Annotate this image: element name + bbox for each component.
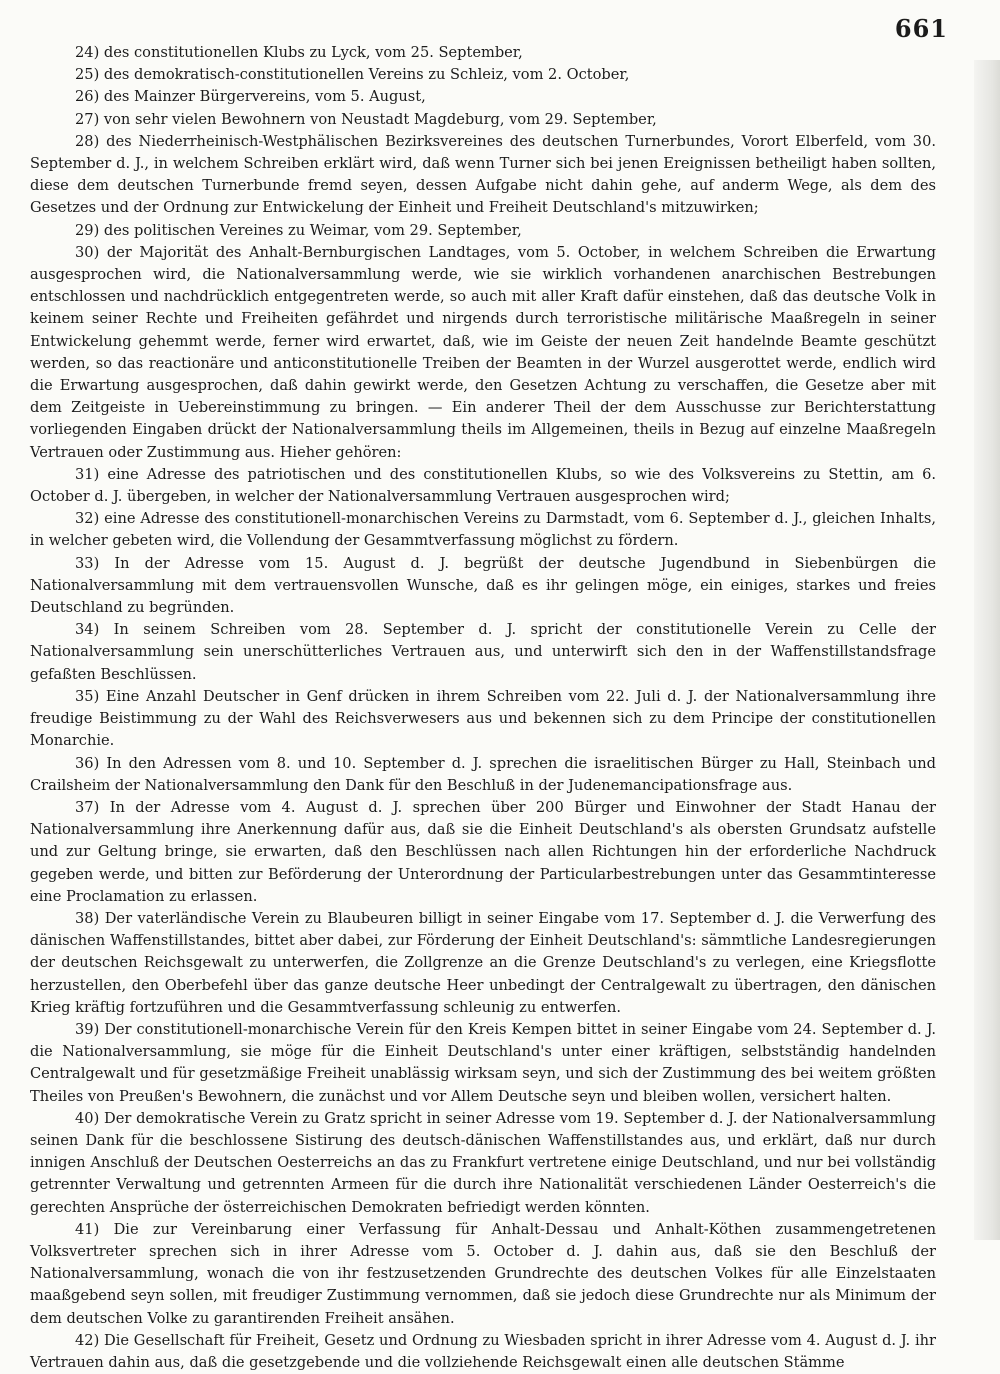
entry-33: 33) In der Adresse vom 15. August d. J. begrüßt der deutsche Jugendbund in Siebenbürgen die Nationalversammlung mit dem vertrauensvollen Wunsche, daß es ihr gelingen möge, ein einiges, starkes und freies Deutschland zu begründen. xyxy=(30,554,936,617)
entry-37: 37) In der Adresse vom 4. August d. J. sprechen über 200 Bürger und Einwohner der Stadt Hanau der Nationalversammlung ihre Anerkennung dafür aus, daß sie die Einheit Deutschland's als obersten Grundsatz aufstelle und zur Geltung bringe, sie erwarten, daß den Beschlüssen nach allen Richtungen hin der erforderliche Nachdruck gegeben werde, und bitten zur Beförderung der Unterordnung der Particularbestrebungen unter das Gesammtinteresse eine Proclamation zu erlassen. xyxy=(30,798,936,905)
entry-36: 36) In den Adressen vom 8. und 10. September d. J. sprechen die israelitischen Bürger zu Hall, Steinbach und Crailsheim der Nationalversammlung den Dank für den Beschluß in der Judenemancipationsfrage aus. xyxy=(30,754,936,794)
entry-40: 40) Der demokratische Verein zu Gratz spricht in seiner Adresse vom 19. September d. J. der Nationalversammlung seinen Dank für die beschlossene Sistirung des deutsch-dänischen Waffenstillstandes aus, und erklärt, daß nur durch innigen Anschluß der Deutschen Oesterreichs an das zu Frankfurt vertretene einige Deutschland, und nur bei vollständig getrennter Verwaltung und getrennten Armeen für die durch ihre Nationalität verschiedenen Länder Oesterreich's die gerechten Ansprüche der österreichischen Demokraten befriedigt werden könnten. xyxy=(30,1109,936,1216)
entry-27: 27) von sehr vielen Bewohnern von Neustadt Magdeburg, vom 29. September, xyxy=(75,110,657,128)
entry-41: 41) Die zur Vereinbarung einer Verfassung für Anhalt-Dessau und Anhalt-Köthen zusammengetretenen Volksvertreter sprechen sich in ihrer Adresse vom 5. October d. J. dahin aus, daß sie den Beschluß der Nationalversammlung, wonach die von ihr festzusetzenden Grundrechte des deutschen Volkes für alle Einzelstaaten maaßgebend seyn sollen, mit freudiger Zustimmung vernommen, daß sie jedoch diese Grundrechte nur als Minimum der dem deutschen Volke zu garantirenden Freiheit ansähen. xyxy=(30,1220,936,1327)
entry-32: 32) eine Adresse des constitutionell-monarchischen Vereins zu Darmstadt, vom 6. September d. J., gleichen Inhalts, in welcher gebeten wird, die Vollendung der Gesammtverfassung möglichst zu fördern. xyxy=(30,510,936,550)
entry-39: 39) Der constitutionell-monarchische Verein für den Kreis Kempen bittet in seiner Eingabe vom 24. September d. J. die Nationalversammlung, sie möge für die Einheit Deutschland's unter einer kräftigen, selbstständig handelnden Centralgewalt und für gesetzmäßige Freiheit unablässig wirksam seyn, und sich der Zustimmung des bei weitem größten Theiles von Preußen's Bewohnern, die zunächst und vor Allem Deutsche seyn und bleiben wollen, versichert halten. xyxy=(30,1020,936,1105)
page-edge-shadow xyxy=(974,60,1000,1240)
entry-34: 34) In seinem Schreiben vom 28. September d. J. spricht der constitutionelle Verein zu Celle der Nationalversammlung sein unerschütterliches Vertrauen aus, und unterwirft sich den in der Waffenstillstandsfrage gefaßten Beschlüssen. xyxy=(30,621,936,683)
entry-42: 42) Die Gesellschaft für Freiheit, Gesetz und Ordnung zu Wiesbaden spricht in ihrer Adresse vom 4. August d. J. ihr Vertrauen dahin aus, daß die gesetzgebende und die vollziehende Reichsgewalt einen alle deutschen Stämme xyxy=(30,1331,936,1371)
entry-25: 25) des demokratisch-constitutionellen Vereins zu Schleiz, vom 2. October, xyxy=(75,66,630,84)
entry-28: 28) des Niederrheinisch-Westphälischen Bezirksvereines des deutschen Turnerbundes, Vorort Elberfeld, vom 30. September d. J., in welchem Schreiben erklärt wird, daß wenn Turner sich bei jenen Ereignissen betheiligt haben sollten, diese dem deutschen Turnerbunde fremd seyen, dessen Aufgabe nicht dahin gehe, auf anderm Wege, als dem des Gesetzes und der Ordnung zur Entwickelung der Einheit und Freiheit Deutschland's mitzuwirken; xyxy=(30,132,936,217)
document-body xyxy=(30,42,936,1374)
entry-38: 38) Der vaterländische Verein zu Blaubeuren billigt in seiner Eingabe vom 17. September d. J. die Verwerfung des dänischen Waffenstillstandes, bittet aber dabei, zur Förderung der Einheit Deutschland's: sämmtliche Landesregierungen der deutschen Reichsgewalt zu unterwerfen, die Zollgrenze an die Grenze Deutschland's zu verlegen, eine Kriegsflotte herzustellen, den Oberbefehl über das ganze deutsche Heer unbedingt der Centralgewalt zu übertragen, den dänischen Krieg kräftig fortzuführen und die Gesammtverfassung schleunig zu entwerfen. xyxy=(30,909,936,1016)
page-number: 661 xyxy=(894,14,948,43)
entry-35: 35) Eine Anzahl Deutscher in Genf drücken in ihrem Schreiben vom 22. Juli d. J. der Nationalversammlung ihre freudige Beistimmung zu der Wahl des Reichsverwesers aus und bekennen sich zu dem Principe der constitutionellen Monarchie. xyxy=(30,687,936,750)
entry-29: 29) des politischen Vereines zu Weimar, vom 29. September, xyxy=(75,221,522,239)
entry-26: 26) des Mainzer Bürgervereins, vom 5. August, xyxy=(75,88,426,106)
entry-31: 31) eine Adresse des patriotischen und des constitutionellen Klubs, so wie des Volksvereins zu Stettin, am 6. October d. J. übergeben, in welcher der Nationalversammlung Vertrauen ausgesprochen wird; xyxy=(30,465,936,506)
entry-24: 24) des constitutionellen Klubs zu Lyck, vom 25. September, xyxy=(75,44,523,61)
entry-30: 30) der Majorität des Anhalt-Bernburgischen Landtages, vom 5. October, in welchem Schreiben die Erwartung ausgesprochen wird, die Nationalversammlung werde, wie sie wirklich vorhandenen anarchischen Bestrebungen entschlossen und nachdrücklich entgegentreten werde, so auch mit aller Kraft dafür einstehen, daß das deutsche Volk in keinem seiner Rechte und Freiheiten gefährdet und nirgends durch terroristische militärische Maaßregeln in seiner Entwickelung gehemmt werde, ferner wird erwartet, daß, wie im Geiste der neuen Zeit handelnde Beamte geschützt werden, so das reactionäre und anticonstitutionelle Treiben der Beamten in der Wurzel ausgerottet werde, endlich wird die Erwartung ausgesprochen, daß dahin gewirkt werde, den Gesetzen Achtung zu verschaffen, die Gesetze aber mit dem Zeitgeiste in Uebereinstimmung zu bringen. — Ein anderer Theil der dem Ausschusse zur Berichterstattung vorliegenden Eingaben drückt der Nationalversammlung theils im Allgemeinen, theils in Bezug auf einzelne Maaßregeln Vertrauen oder Zustimmung aus. Hieher gehören: xyxy=(30,243,936,461)
